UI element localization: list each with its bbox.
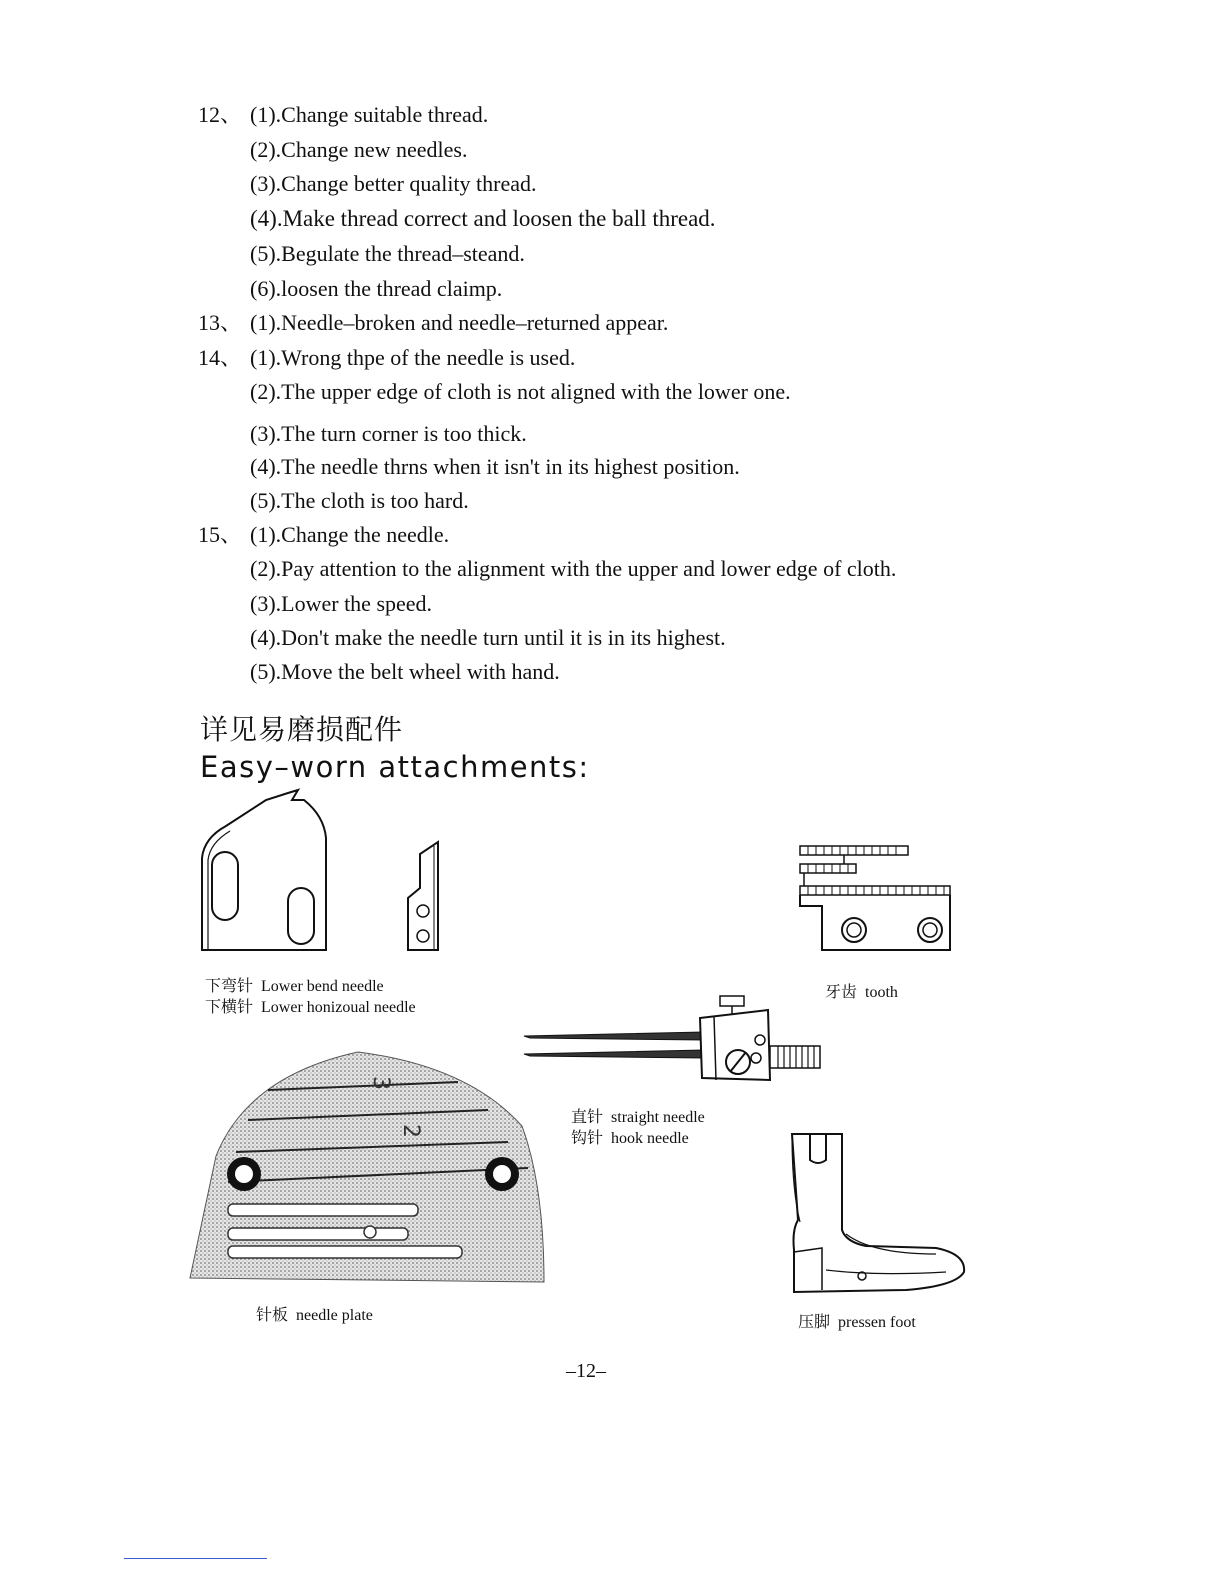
item-line: (3).The turn corner is too thick. xyxy=(250,421,527,446)
item-number: 12、 xyxy=(198,102,243,127)
caption-en: Lower honizoual needle xyxy=(261,999,416,1016)
section-heading-en: Easy–worn attachments: xyxy=(200,750,590,784)
caption-zh: 直针 xyxy=(571,1107,604,1126)
needle-plate-illustration xyxy=(188,1046,548,1286)
caption-hook-needle xyxy=(571,1128,689,1149)
footer-rule xyxy=(124,1558,267,1559)
caption-needle-plate xyxy=(256,1305,373,1326)
caption-zh: 钩针 xyxy=(571,1128,604,1147)
caption-zh: 针板 xyxy=(256,1305,289,1324)
item-line: (3).Lower the speed. xyxy=(250,591,433,616)
item-line: (1).Change the needle. xyxy=(250,522,450,547)
caption-tooth xyxy=(825,982,898,1003)
caption-zh: 下弯针 xyxy=(205,976,254,995)
item-line: (4).The needle thrns when it isn't in its highest position. xyxy=(250,454,740,479)
item-line: (6).loosen the thread claimp. xyxy=(250,276,503,301)
caption-en: needle plate xyxy=(296,1307,373,1324)
item-line: (4).Make thread correct and loosen the ball thread. xyxy=(250,206,716,231)
lower-bend-needle-illustration xyxy=(196,788,336,958)
caption-en: hook needle xyxy=(611,1130,689,1147)
item-line: (1).Needle–broken and needle–returned appear. xyxy=(250,310,669,335)
caption-straight-needle xyxy=(571,1107,705,1128)
caption-lower-horizontal-needle xyxy=(205,997,416,1018)
item-line: (2).The upper edge of cloth is not aligned with the lower one. xyxy=(250,379,791,404)
section-heading-zh: 详见易磨损配件 xyxy=(200,713,404,746)
item-line: (5).Move the belt wheel with hand. xyxy=(250,659,560,684)
item-number: 14、 xyxy=(198,345,243,370)
page-number: –12– xyxy=(566,1360,606,1382)
svg-text:2: 2 xyxy=(398,1124,423,1138)
item-line: (1).Change suitable thread. xyxy=(250,102,489,127)
tooth-illustration xyxy=(796,842,956,958)
caption-lower-bend-needle xyxy=(205,976,384,997)
item-number: 15、 xyxy=(198,522,243,547)
item-line: (1).Wrong thpe of the needle is used. xyxy=(250,345,576,370)
presser-foot-illustration xyxy=(786,1130,970,1300)
caption-en: tooth xyxy=(865,984,898,1001)
caption-en: pressen foot xyxy=(838,1314,916,1331)
caption-zh: 下横针 xyxy=(205,997,254,1016)
item-line: (2).Pay attention to the alignment with the upper and lower edge of cloth. xyxy=(250,556,897,581)
item-number: 13、 xyxy=(198,310,243,335)
item-line: (4).Don't make the needle turn until it is in its highest. xyxy=(250,625,726,650)
needle-clamp-illustration xyxy=(520,990,830,1084)
caption-zh: 牙齿 xyxy=(825,982,858,1001)
item-line: (5).Begulate the thread–steand. xyxy=(250,241,525,266)
lower-horizontal-needle-illustration xyxy=(404,838,444,954)
item-line: (5).The cloth is too hard. xyxy=(250,488,469,513)
caption-en: straight needle xyxy=(611,1109,705,1126)
item-line: (3).Change better quality thread. xyxy=(250,171,537,196)
svg-text:3: 3 xyxy=(368,1076,393,1090)
caption-zh: 压脚 xyxy=(798,1312,831,1331)
caption-en: Lower bend needle xyxy=(261,978,384,995)
item-line: (2).Change new needles. xyxy=(250,137,468,162)
caption-presser-foot xyxy=(798,1312,916,1333)
